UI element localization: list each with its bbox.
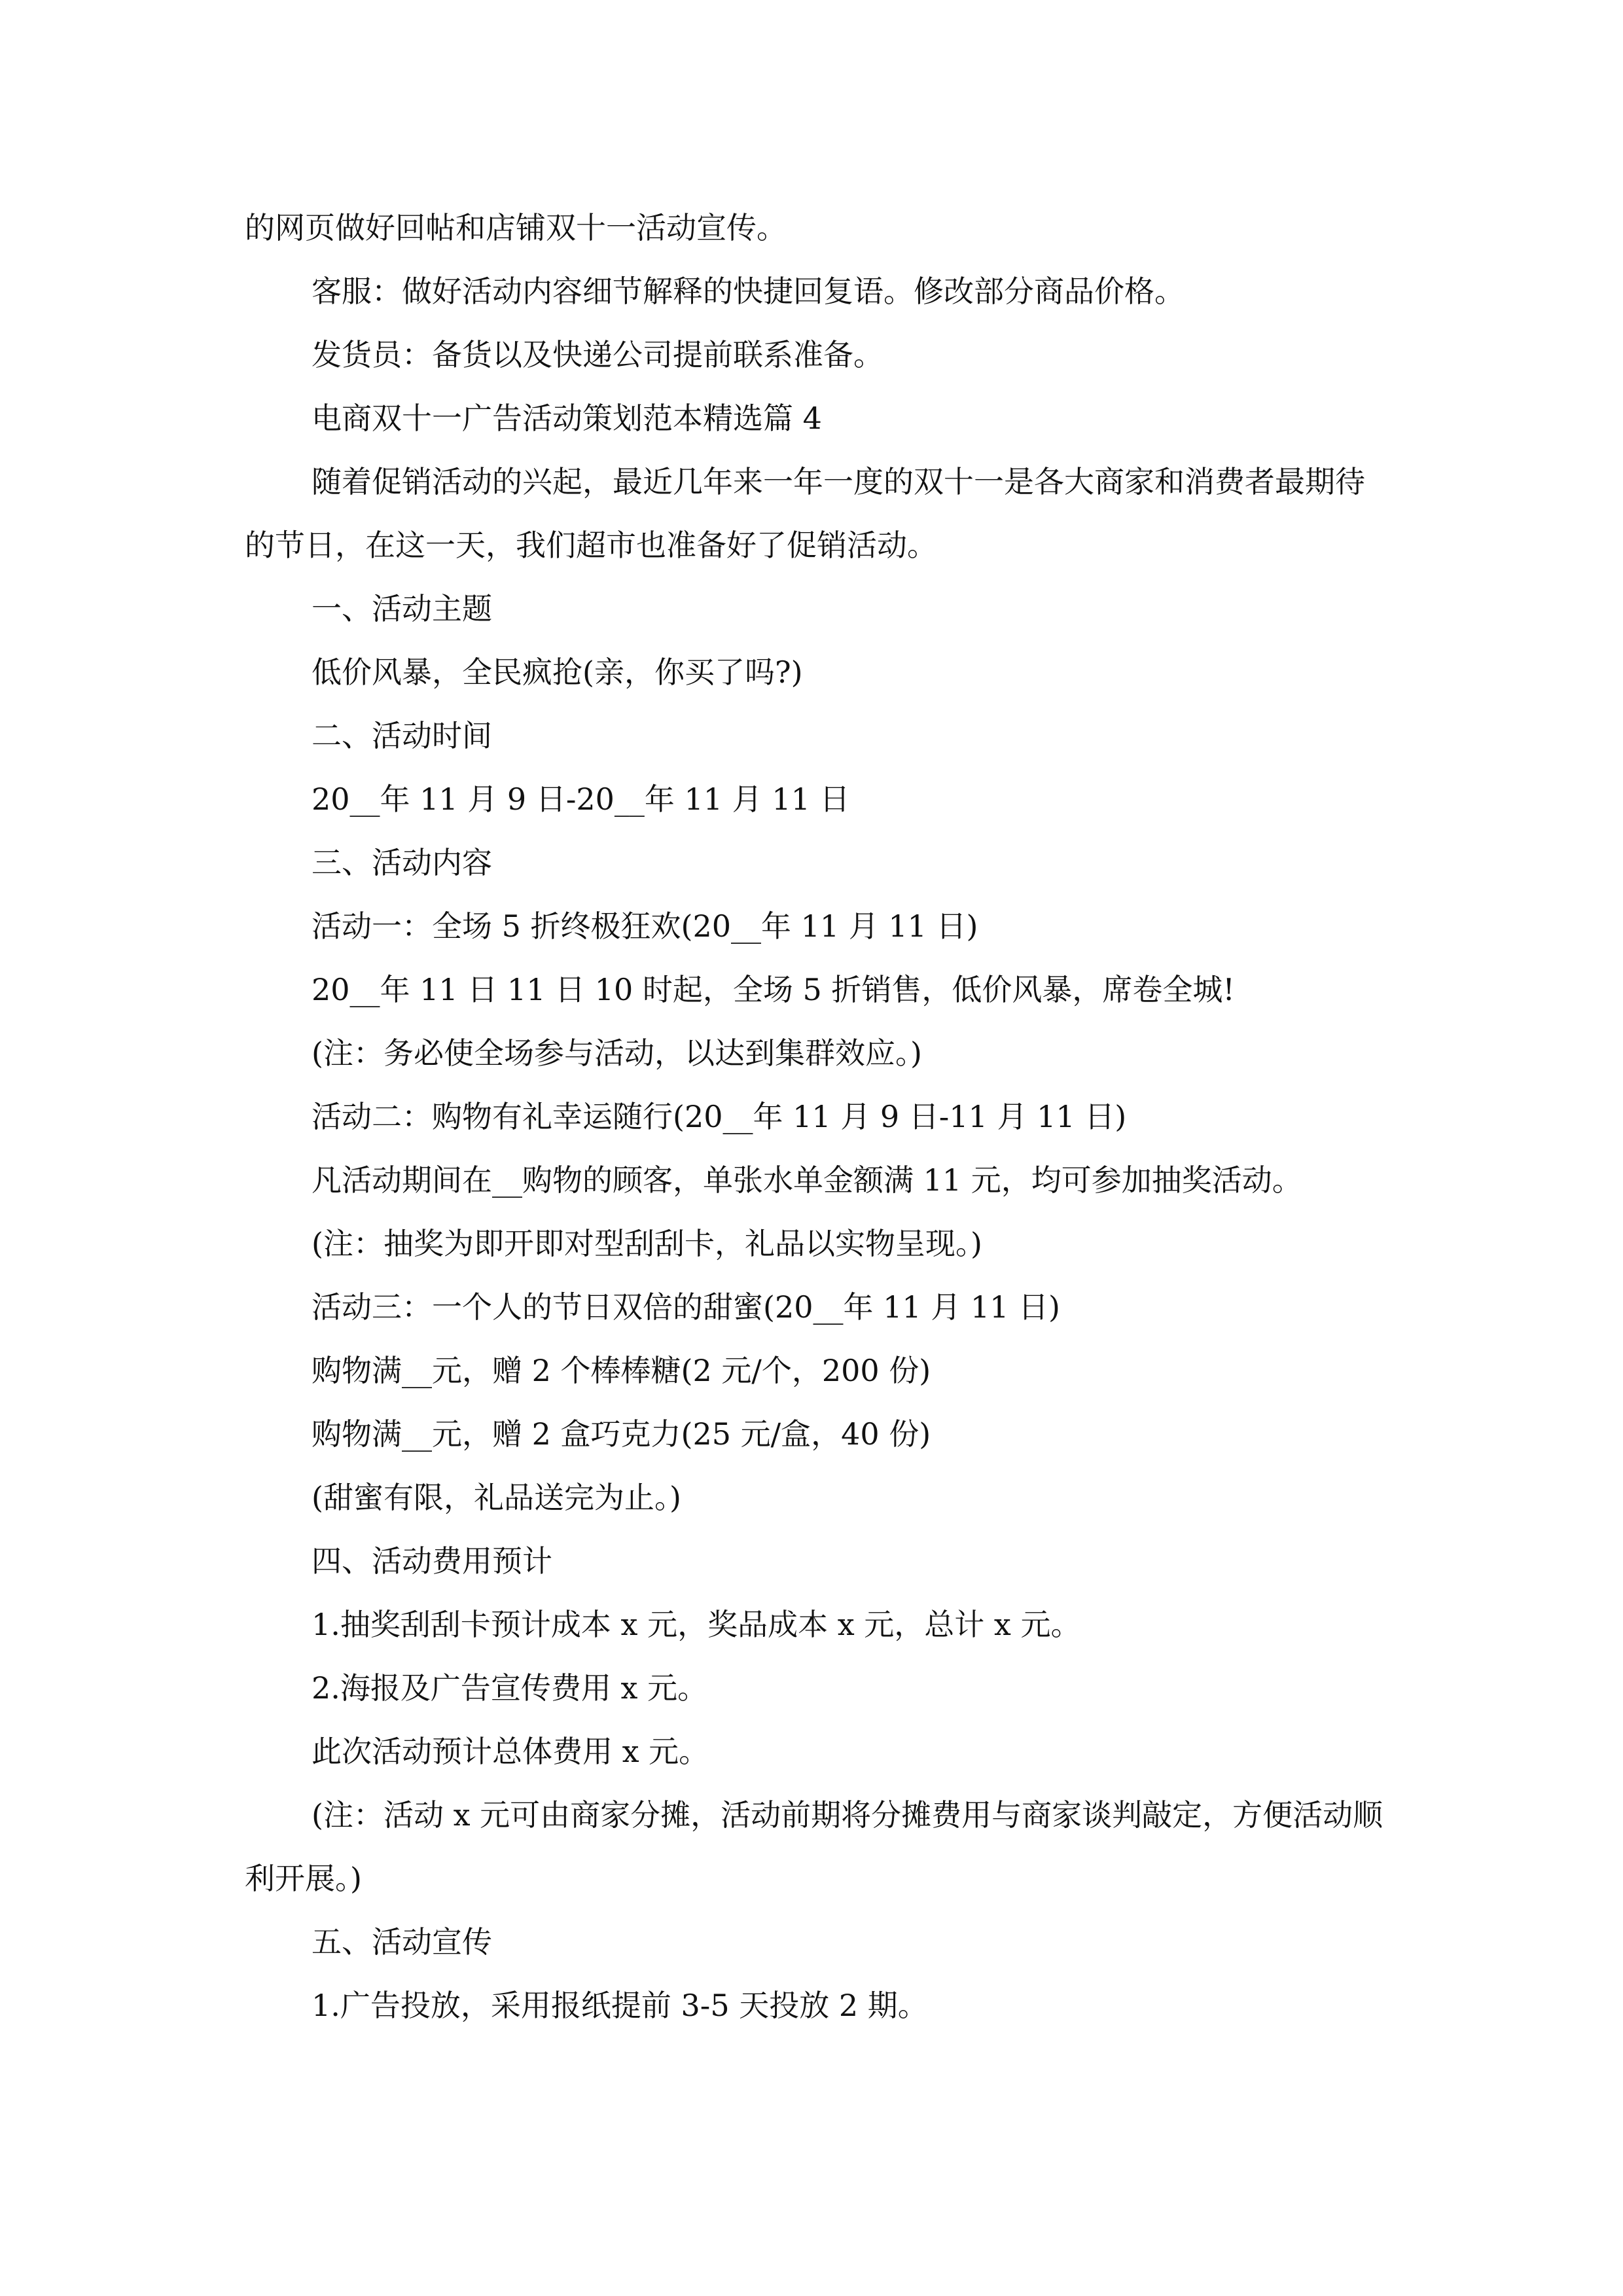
paragraph-activity-two-note: (注：抽奖为即开即对型刮刮卡，礼品以实物呈现。) xyxy=(312,1226,982,1261)
paragraph-activity-three-gift-1: 购物满__元，赠 2 个棒棒糖(2 元/个，200 份) xyxy=(312,1353,931,1388)
paragraph-activity-three-gift-2: 购物满__元，赠 2 盒巧克力(25 元/盒，40 份) xyxy=(312,1416,931,1452)
section-title: 电商双十一广告活动策划范本精选篇 4 xyxy=(312,401,822,436)
heading-activity-content: 三、活动内容 xyxy=(312,845,492,880)
paragraph-theme: 低价风暴，全民疯抢(亲，你买了吗?) xyxy=(312,655,803,690)
paragraph-intro: 随着促销活动的兴起，最近几年来一年一度的双十一是各大商家和消费者最期待的节日，在这一天，我们超市也准备好了促销活动。 xyxy=(245,464,1365,563)
paragraph-activity-one-detail: 20__年 11 日 11 日 10 时起，全场 5 折销售，低价风暴，席卷全城! xyxy=(312,972,1235,1007)
paragraph-activity-one-note: (注：务必使全场参与活动，以达到集群效应。) xyxy=(312,1035,922,1071)
paragraph-activity-two-detail: 凡活动期间在__购物的顾客，单张水单金额满 11 元，均可参加抽奖活动。 xyxy=(312,1162,1302,1198)
paragraph-activity-two: 活动二：购物有礼幸运随行(20__年 11 月 9 日-11 月 11 日) xyxy=(312,1099,1127,1134)
paragraph-activity-one: 活动一：全场 5 折终极狂欢(20__年 11 月 11 日) xyxy=(312,908,978,944)
paragraph-cost-2: 2.海报及广告宣传费用 x 元。 xyxy=(312,1670,708,1706)
heading-activity-time: 二、活动时间 xyxy=(312,718,492,753)
heading-promotion: 五、活动宣传 xyxy=(312,1924,492,1960)
paragraph-3: 发货员：备货以及快递公司提前联系准备。 xyxy=(312,337,883,372)
document-body xyxy=(245,196,1383,2037)
heading-cost-estimate: 四、活动费用预计 xyxy=(312,1543,552,1579)
paragraph-cost-1: 1.抽奖刮刮卡预计成本 x 元，奖品成本 x 元，总计 x 元。 xyxy=(312,1607,1081,1642)
paragraph-promotion-1: 1.广告投放，采用报纸提前 3-5 天投放 2 期。 xyxy=(312,1988,928,2023)
paragraph-2: 客服：做好活动内容细节解释的快捷回复语。修改部分商品价格。 xyxy=(312,274,1185,309)
paragraph-activity-three-note: (甜蜜有限，礼品送完为止。) xyxy=(312,1480,681,1515)
paragraph-1: 的网页做好回帖和店铺双十一活动宣传。 xyxy=(245,210,787,245)
paragraph-time: 20__年 11 月 9 日-20__年 11 月 11 日 xyxy=(312,781,850,817)
paragraph-cost-note: (注：活动 x 元可由商家分摊，活动前期将分摊费用与商家谈判敲定，方便活动顺利开展。) xyxy=(245,1797,1383,1896)
paragraph-cost-total: 此次活动预计总体费用 x 元。 xyxy=(312,1734,709,1769)
paragraph-activity-three: 活动三：一个人的节日双倍的甜蜜(20__年 11 月 11 日) xyxy=(312,1289,1060,1325)
heading-activity-theme: 一、活动主题 xyxy=(312,591,492,626)
